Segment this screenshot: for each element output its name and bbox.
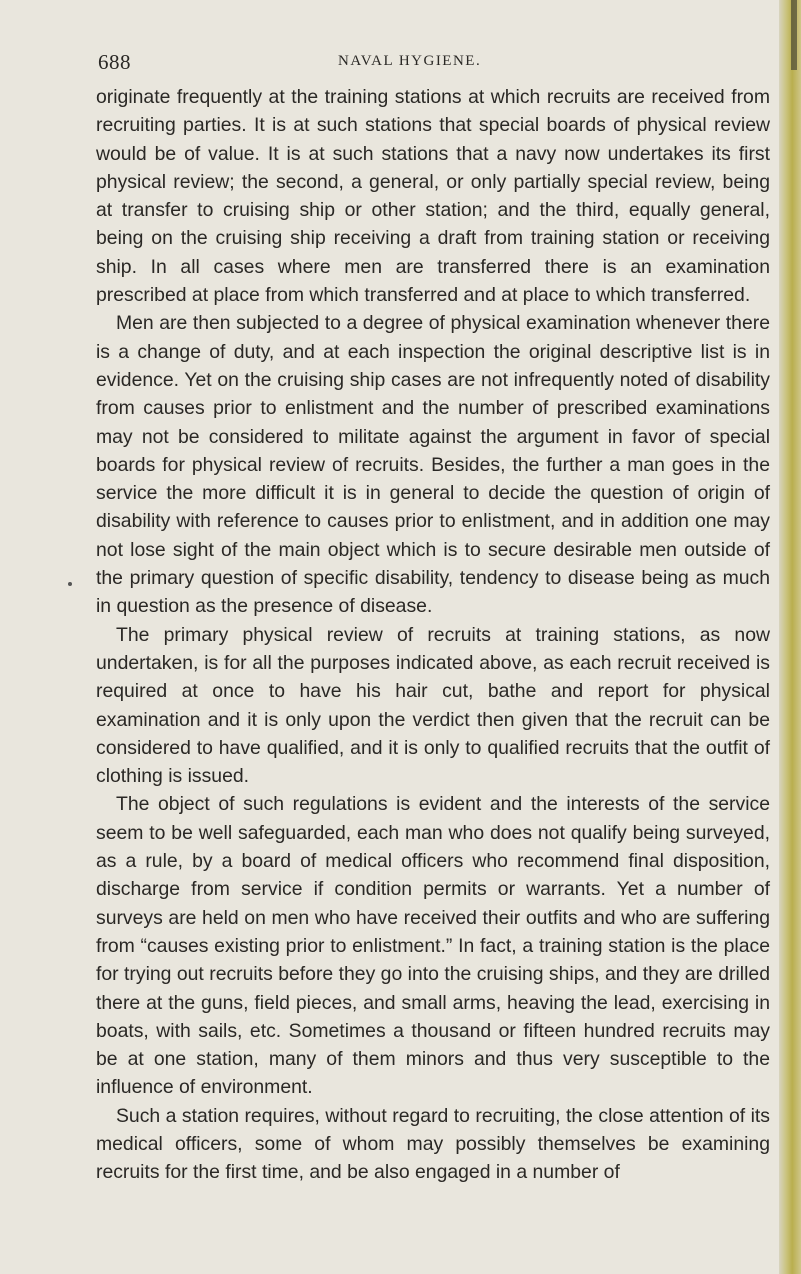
- page-number: 688: [98, 50, 131, 74]
- binding-mark: [791, 0, 797, 70]
- running-title: NAVAL HYGIENE.: [338, 53, 482, 69]
- margin-dot: [68, 582, 72, 586]
- paragraph: The object of such regulations is evident and the interests of the service seem to be well safeguarded, each man who does not qualify being surveyed, as a rule, by a board of medical officers who recommend final disposition, discharge from service if condition permits or warrants. Yet a number of surveys are held on men who have received their outfits and who are suffering from “causes existing prior to enlistment.” In fact, a training station is the place for trying out recruits before they go into the cruising ships, and they are drilled there at the guns, field pieces, and small arms, heaving the lead, exercising in boats, with sails, etc. Sometimes a thousand or fifteen hundred recruits may be at one station, many of them minors and thus very susceptible to the influence of environment.: [96, 793, 770, 1099]
- paragraph: Men are then subjected to a degree of physical examination whenever there is a change of duty, and at each inspection the original descriptive list is in evidence. Yet on the cruising ship cases are not infrequently noted of disability from causes prior to enlistment and the number of prescribed examinations may not be considered to militate against the argument in favor of special boards for physical review of recruits. Besides, the further a man goes in the service the more difficult it is in general to decide the question of origin of disability with reference to causes prior to enlistment, and in addition one may not lose sight of the main object which is to secure desirable men outside of the primary question of specific disability, tendency to disease being as much in question as the presence of disease.: [96, 312, 770, 618]
- page-edge-shadow: [779, 0, 801, 1274]
- page-body: [96, 83, 770, 1187]
- paragraph: The primary physical review of recruits at training stations, as now undertaken, is for all the purposes indicated above, as each recruit received is required at once to have his hair cut, bathe and report for physical examination and it is only upon the verdict then given that the recruit can be considered to have qualified, and it is only to qualified recruits that the outfit of clothing is issued.: [96, 623, 770, 788]
- paragraph: Such a station requires, without regard to recruiting, the close attention of its medical officers, some of whom may possibly themselves be examining recruits for the first time, and be also engaged in a number of: [96, 1104, 770, 1184]
- paragraph: originate frequently at the training stations at which recruits are received from recruiting parties. It is at such stations that special boards of physical review would be of value. It is at such stations that a navy now undertakes its first physical review; the second, a general, or only partially special review, being at transfer to cruising ship or other station; and the third, equally general, being on the cruising ship receiving a draft from training station or receiving ship. In all cases where men are transferred there is an examination prescribed at place from which transferred and at place to which transferred.: [96, 86, 770, 307]
- page-header: [98, 50, 758, 80]
